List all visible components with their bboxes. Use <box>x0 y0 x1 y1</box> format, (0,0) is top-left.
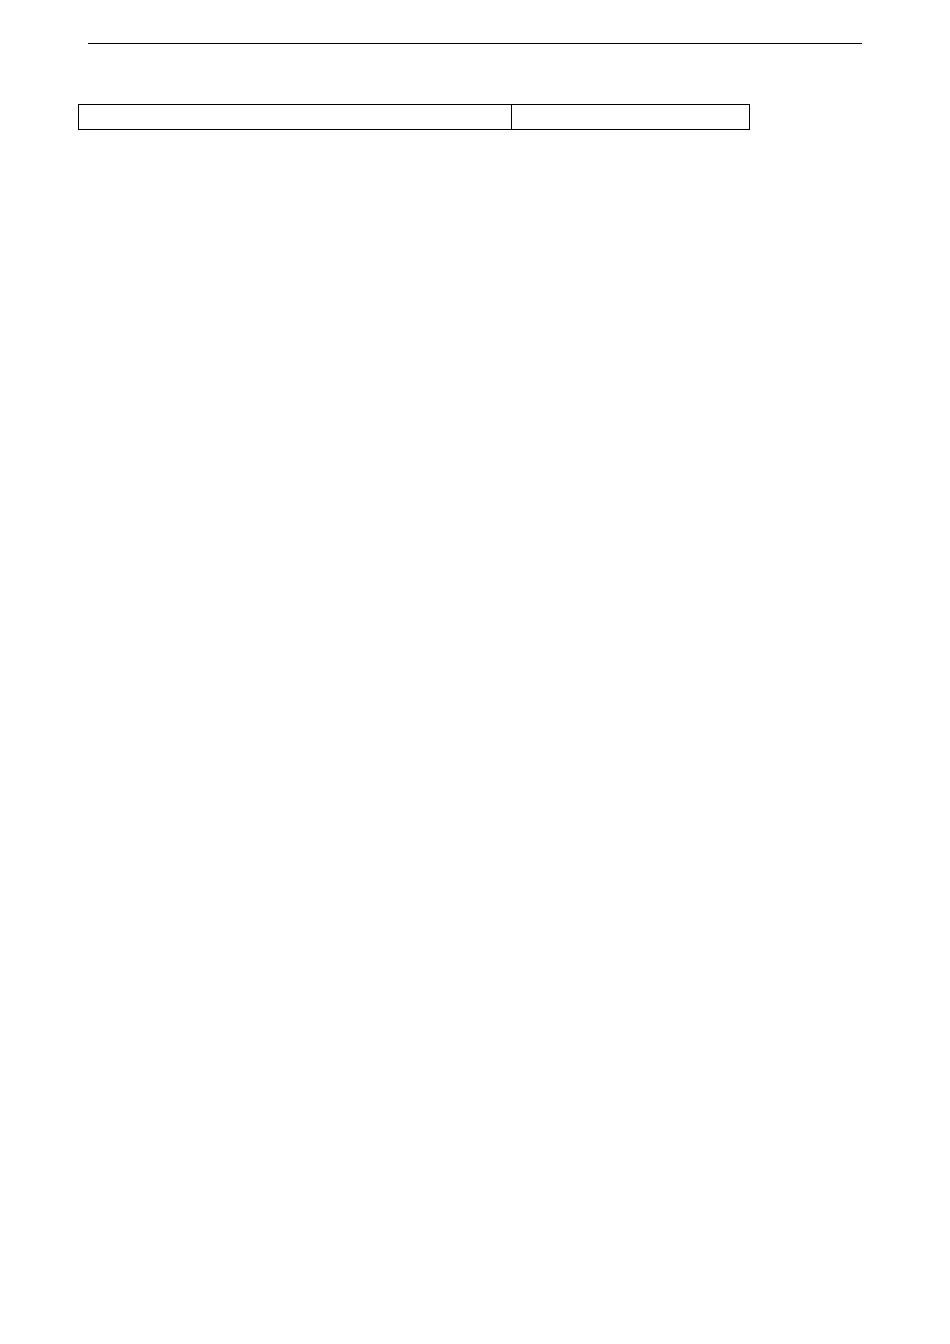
wetland-role-table <box>78 104 750 130</box>
question-2 <box>88 78 864 103</box>
table-header-name <box>512 105 750 130</box>
document-body <box>88 78 864 133</box>
header-rule <box>88 43 862 44</box>
table-header-role <box>79 105 512 130</box>
table-header-row <box>79 105 750 130</box>
